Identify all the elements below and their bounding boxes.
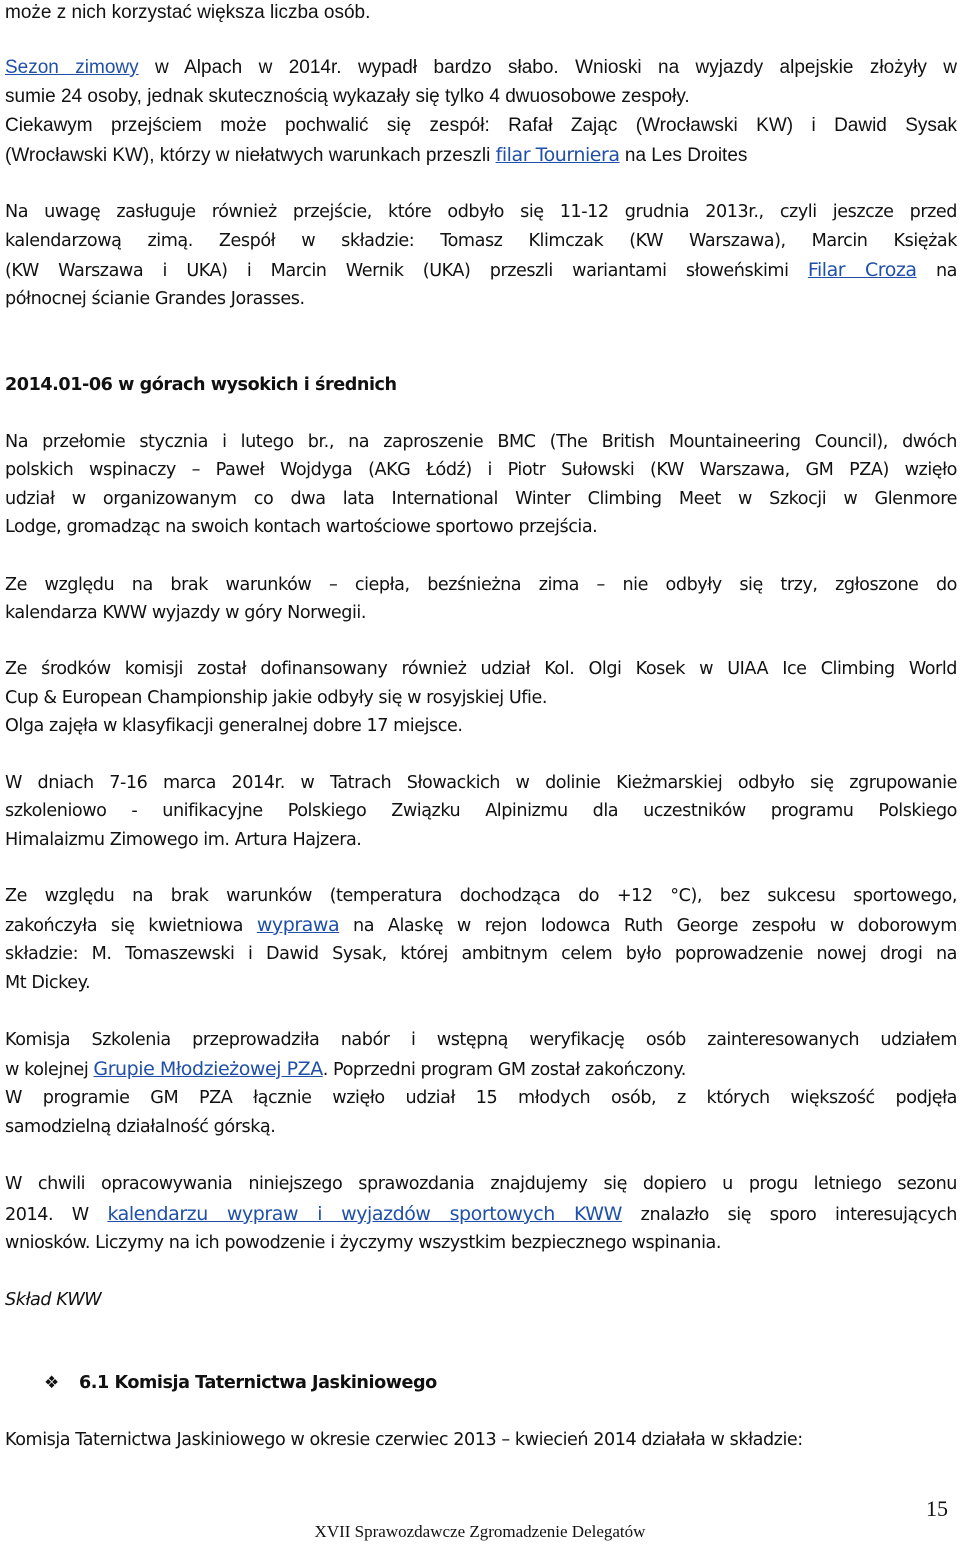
paragraph-line: samodzielną działalność górską.: [5, 1117, 276, 1137]
paragraph-line: Lodge, gromadząc na swoich kontach wartościowe sportowo przejścia.: [5, 517, 598, 537]
section-heading: 2014.01-06 w górach wysokich i średnich: [5, 375, 397, 395]
paragraph-line: (Wrocławski KW), którzy w niełatwych warunkach przeszli filar Tourniera na Les Droites: [5, 144, 748, 166]
paragraph-line: północnej ścianie Grandes Jorasses.: [5, 289, 305, 309]
paragraph-line: (KW Warszawa i UKA) i Marcin Wernik (UKA) przeszli wariantami słoweńskimi Filar Croza na: [5, 259, 957, 281]
paragraph-line: wniosków. Liczymy na ich powodzenie i życzymy wszystkim bezpiecznego wspinania.: [5, 1233, 721, 1253]
section-title: 6.1 Komisja Taternictwa Jaskiniowego: [79, 1373, 437, 1393]
paragraph-line: Ze względu na brak warunków – ciepła, bezśnieżna zima – nie odbyły się trzy, zgłoszone do: [5, 575, 957, 595]
paragraph-line: Komisja Szkolenia przeprowadziła nabór i wstępną weryfikację osób zainteresowanych udziałem: [5, 1030, 957, 1050]
paragraph-line: w kolejnej Grupie Młodzieżowej PZA. Poprzedni program GM został zakończony.: [5, 1058, 686, 1080]
paragraph-line: Mt Dickey.: [5, 973, 91, 993]
text-line: może z nich korzystać większa liczba osób.: [5, 2, 371, 23]
paragraph-line: Ciekawym przejściem może pochwalić się zespół: Rafał Zając (Wrocławski KW) i Dawid Sysak: [5, 115, 957, 136]
link-kalendarz-wypraw[interactable]: kalendarzu wypraw i wyjazdów sportowych KWW: [107, 1203, 622, 1225]
link-sezon-zimowy[interactable]: Sezon zimowy: [5, 57, 139, 78]
paragraph-line: Olga zajęła w klasyfikacji generalnej dobre 17 miejsce.: [5, 716, 463, 736]
paragraph-line: Na przełomie stycznia i lutego br., na zaproszenie BMC (The British Mountaineering Council), dwóch: [5, 432, 957, 452]
paragraph-line: kalendarza KWW wyjazdy w góry Norwegii.: [5, 603, 366, 623]
paragraph-line: polskich wspinaczy – Paweł Wojdyga (AKG Łódź) i Piotr Sułowski (KW Warszawa, GM PZA) wzięło: [5, 460, 957, 480]
paragraph-line: szkoleniowo - unifikacyjne Polskiego Związku Alpinizmu dla uczestników programu Polskiego: [5, 801, 957, 821]
paragraph-line: sumie 24 osoby, jednak skutecznością wykazały się tylko 4 dwuosobowe zespoły.: [5, 86, 690, 107]
paragraph-line: udział w organizowanym co dwa lata International Winter Climbing Meet w Szkocji w Glenmore: [5, 489, 957, 509]
paragraph-line: W chwili opracowywania niniejszego sprawozdania znajdujemy się dopiero u progu letniego sezonu: [5, 1174, 957, 1194]
paragraph-line: W programie GM PZA łącznie wzięło udział 15 młodych osób, z których większość podjęła: [5, 1088, 957, 1108]
page-number: 15: [926, 1496, 948, 1521]
sklad-link-label: Skład KWW: [5, 1290, 102, 1310]
paragraph-line: zakończyła się kwietniowa wyprawa na Alaskę w rejon lodowca Ruth George zespołu w doborowym: [5, 914, 957, 936]
paragraph-line: Ze środków komisji został dofinansowany również udział Kol. Olgi Kosek w UIAA Ice Climbing World: [5, 659, 957, 679]
link-filar-croza[interactable]: Filar Croza: [807, 259, 917, 281]
paragraph-line: W dniach 7-16 marca 2014r. w Tatrach Słowackich w dolinie Kieżmarskiej odbyło się zgrupowanie: [5, 773, 957, 793]
page-footer: XVII Sprawozdawcze Zgromadzenie Delegatów: [314, 1522, 646, 1541]
paragraph-line: Himalaizmu Zimowego im. Artura Hajzera.: [5, 830, 362, 850]
paragraph-line: składzie: M. Tomaszewski i Dawid Sysak, której ambitnym celem było poprowadzenie nowej drogi na: [5, 944, 957, 964]
paragraph-line: kalendarzową zimą. Zespół w składzie: Tomasz Klimczak (KW Warszawa), Marcin Księżak: [5, 231, 957, 251]
paragraph-line: Ze względu na brak warunków (temperatura dochodząca do +12 °C), bez sukcesu sportowego,: [5, 886, 957, 906]
paragraph-line: Sezon zimowy w Alpach w 2014r. wypadł bardzo słabo. Wnioski na wyjazdy alpejskie złożyły w: [5, 57, 957, 78]
link-filar-tourniera[interactable]: filar Tourniera: [495, 144, 620, 166]
diamond-bullet-icon: ❖: [44, 1373, 60, 1392]
link-grupa-mlodziezowa[interactable]: Grupie Młodzieżowej PZA: [93, 1058, 323, 1080]
paragraph-line: Cup & European Championship jakie odbyły się w rosyjskiej Ufie.: [5, 688, 547, 708]
paragraph-line: Na uwagę zasługuje również przejście, które odbyło się 11-12 grudnia 2013r., czyli jeszcze przed: [5, 202, 957, 222]
paragraph-line: 2014. W kalendarzu wypraw i wyjazdów sportowych KWW znalazło się sporo interesujących: [5, 1203, 957, 1225]
paragraph-line: Komisja Taternictwa Jaskiniowego w okresie czerwiec 2013 – kwiecień 2014 działała w składzie:: [5, 1430, 803, 1450]
link-wyprawa[interactable]: wyprawa: [256, 914, 340, 936]
